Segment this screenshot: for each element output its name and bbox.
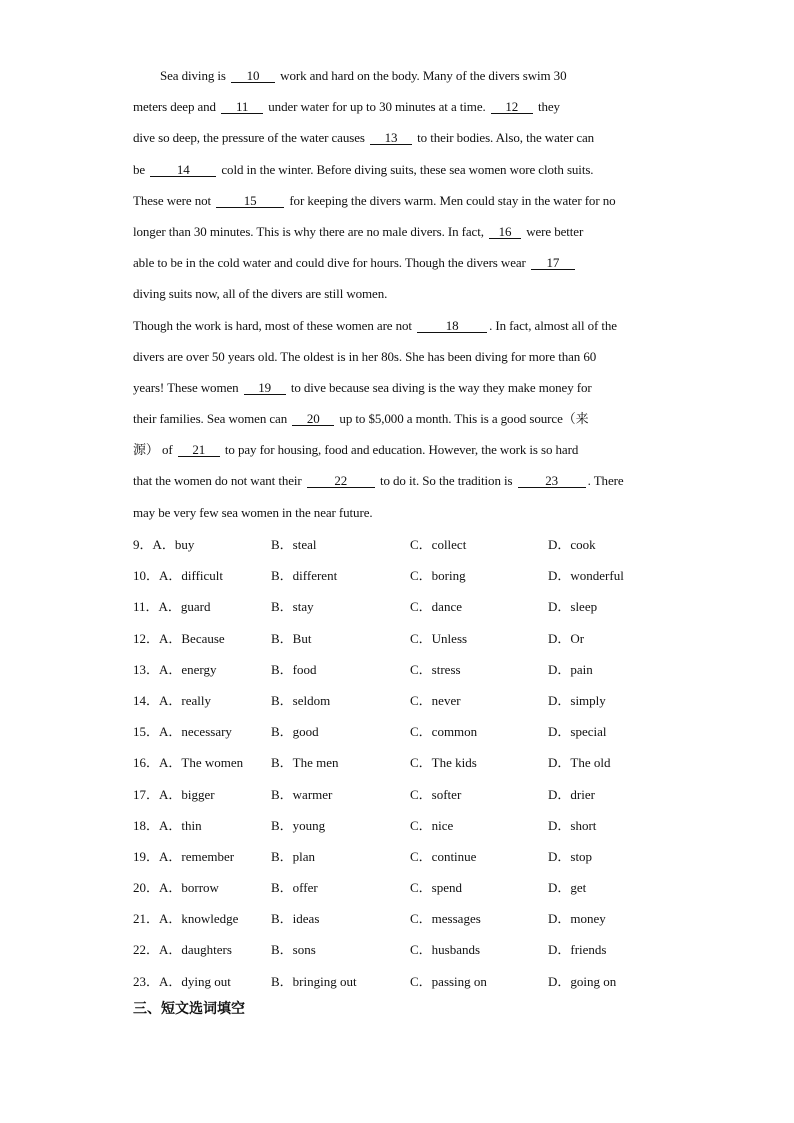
question-10: [133, 560, 663, 591]
passage-text: to their bodies. Also, the water can: [414, 130, 595, 146]
option-b[interactable]: B．But: [271, 630, 312, 646]
question-11: [133, 591, 663, 622]
option-a[interactable]: 22．A．daughters: [133, 942, 232, 958]
option-a[interactable]: 11．A．guard: [133, 599, 211, 615]
passage-line: [133, 91, 663, 122]
option-c[interactable]: C．common: [410, 724, 478, 740]
option-b[interactable]: B．young: [271, 817, 326, 833]
passage-text: to pay for housing, food and education. However, the work is so hard: [221, 442, 579, 458]
passage-text: work and hard on the body. Many of the divers swim 30: [277, 68, 567, 83]
option-a[interactable]: 20．A．borrow: [133, 880, 219, 896]
blank-18[interactable]: 18: [417, 319, 487, 333]
passage-text: be: [133, 161, 149, 177]
passage-text: they: [534, 99, 560, 115]
question-19: [133, 841, 663, 872]
passage-text: cold in the winter. Before diving suits, these sea women wore cloth suits.: [218, 161, 594, 177]
option-b[interactable]: B．seldom: [271, 692, 331, 708]
option-b[interactable]: B．good: [271, 724, 319, 740]
option-c[interactable]: C．The kids: [410, 755, 477, 771]
passage-text: dive so deep, the pressure of the water causes: [133, 130, 368, 146]
passage-line: [133, 310, 663, 341]
option-a[interactable]: 18．A．thin: [133, 817, 202, 833]
passage-text: These were not: [133, 192, 215, 208]
blank-10[interactable]: 10: [231, 69, 275, 83]
option-c[interactable]: C．stress: [410, 661, 461, 677]
blank-19[interactable]: 19: [244, 381, 286, 395]
passage-text: Though the work is hard, most of these women are not: [133, 317, 416, 333]
passage-text: up to $5,000 a month. This is a good source（来: [336, 411, 589, 427]
option-d[interactable]: D．drier: [548, 786, 595, 802]
option-a[interactable]: 16．A．The women: [133, 755, 244, 771]
passage-text: . There: [587, 473, 624, 489]
passage-text: able to be in the cold water and could dive for hours. Though the divers wear: [133, 255, 529, 271]
options-list: [133, 529, 663, 997]
question-23: [133, 966, 663, 997]
option-a[interactable]: 23．A．dying out: [133, 973, 231, 989]
blank-20[interactable]: 20: [292, 412, 334, 426]
option-d[interactable]: D．friends: [548, 942, 607, 958]
option-a[interactable]: 13．A．energy: [133, 661, 217, 677]
passage-text: for keeping the divers warm. Men could stay in the water for no: [286, 192, 616, 208]
passage-line: [133, 465, 663, 496]
passage-text: their families. Sea women can: [133, 411, 291, 427]
question-15: [133, 716, 663, 747]
option-d[interactable]: D．simply: [548, 692, 606, 708]
question-13: [133, 654, 663, 685]
passage-text: to dive because sea diving is the way they make money for: [287, 379, 592, 395]
blank-11[interactable]: 11: [221, 100, 263, 114]
question-17: [133, 779, 663, 810]
question-9: [133, 529, 663, 560]
option-b[interactable]: B．offer: [271, 880, 318, 896]
blank-23[interactable]: 23: [518, 474, 586, 488]
blank-13[interactable]: 13: [370, 131, 412, 145]
option-b[interactable]: B．steal: [271, 537, 317, 552]
passage-text: meters deep and: [133, 99, 220, 115]
option-d[interactable]: D．get: [548, 880, 587, 896]
option-b[interactable]: B．The men: [271, 755, 339, 771]
option-b[interactable]: B．stay: [271, 599, 314, 615]
blank-15[interactable]: 15: [216, 194, 284, 208]
option-b[interactable]: B．bringing out: [271, 973, 357, 989]
passage-text: were better: [523, 223, 584, 239]
option-a[interactable]: 9．A．buy: [133, 537, 195, 552]
option-a[interactable]: 21．A．knowledge: [133, 911, 239, 927]
option-d[interactable]: D．pain: [548, 661, 593, 677]
passage-line: [133, 122, 663, 153]
passage-text: longer than 30 minutes. This is why there are no male divers. In fact,: [133, 223, 488, 239]
passage-text: under water for up to 30 minutes at a time.: [265, 99, 489, 115]
question-18: [133, 810, 663, 841]
option-d[interactable]: D．going on: [548, 973, 617, 989]
option-c[interactable]: C．messages: [410, 911, 481, 927]
blank-17[interactable]: 17: [531, 256, 575, 270]
passage-text: diving suits now, all of the divers are still women.: [133, 286, 388, 302]
option-d[interactable]: D．The old: [548, 755, 611, 771]
passage-line: [133, 372, 663, 403]
option-c[interactable]: C．dance: [410, 599, 462, 615]
question-22: [133, 934, 663, 965]
option-c[interactable]: C．spend: [410, 880, 463, 896]
option-d[interactable]: D．special: [548, 724, 607, 740]
option-d[interactable]: D．stop: [548, 848, 593, 864]
passage-line: [133, 278, 663, 309]
passage-line: [133, 154, 663, 185]
passage-line: [133, 60, 663, 91]
passage-text: to do it. So the tradition is: [376, 473, 516, 489]
option-d[interactable]: D．short: [548, 817, 597, 833]
passage-line: [133, 185, 663, 216]
passage-text: may be very few sea women in the near future.: [133, 504, 373, 520]
option-c[interactable]: C．boring: [410, 568, 466, 584]
option-b[interactable]: B．food: [271, 661, 317, 677]
option-a[interactable]: 10．A．difficult: [133, 568, 224, 584]
passage-text: Sea diving is: [160, 68, 230, 83]
option-d[interactable]: D．Or: [548, 630, 585, 646]
option-b[interactable]: B．sons: [271, 942, 316, 958]
question-14: [133, 685, 663, 716]
blank-14[interactable]: 14: [150, 163, 216, 177]
option-a[interactable]: 17．A．bigger: [133, 786, 215, 802]
option-a[interactable]: 12．A．Because: [133, 630, 225, 646]
passage-text: that the women do not want their: [133, 473, 305, 489]
section-title: 三、短文选词填空: [133, 1001, 245, 1017]
passage-text: 源） of: [133, 442, 176, 458]
option-d[interactable]: D．money: [548, 911, 606, 927]
question-21: [133, 903, 663, 934]
option-c[interactable]: C．continue: [410, 848, 477, 864]
option-c[interactable]: C．never: [410, 692, 461, 708]
option-c[interactable]: C．collect: [410, 537, 467, 552]
question-20: [133, 872, 663, 903]
option-d[interactable]: D．sleep: [548, 599, 598, 615]
option-b[interactable]: B．different: [271, 568, 338, 584]
option-c[interactable]: C．passing on: [410, 973, 487, 989]
option-d[interactable]: D．wonderful: [548, 568, 624, 584]
option-b[interactable]: B．plan: [271, 848, 316, 864]
question-16: [133, 747, 663, 778]
passage-line: [133, 497, 663, 528]
passage-line: [133, 216, 663, 247]
blank-16[interactable]: 16: [489, 225, 521, 239]
option-c[interactable]: C．nice: [410, 817, 454, 833]
option-a[interactable]: 14．A．really: [133, 692, 211, 708]
option-c[interactable]: C．Unless: [410, 630, 468, 646]
passage-line: [133, 247, 663, 278]
passage-text: divers are over 50 years old. The oldest is in her 80s. She has been diving for more than 60: [133, 348, 597, 364]
option-b[interactable]: B．ideas: [271, 911, 320, 927]
passage-line: [133, 341, 663, 372]
blank-21[interactable]: 21: [178, 443, 220, 457]
option-d[interactable]: D．cook: [548, 537, 596, 552]
blank-22[interactable]: 22: [307, 474, 375, 488]
option-a[interactable]: 19．A．remember: [133, 848, 235, 864]
option-b[interactable]: B．warmer: [271, 786, 333, 802]
passage-line: [133, 403, 663, 434]
passage-text: . In fact, almost all of the: [489, 317, 617, 333]
passage-text: years! These women: [133, 379, 242, 395]
option-c[interactable]: C．softer: [410, 786, 462, 802]
passage-line: [133, 434, 663, 465]
passage: [133, 60, 663, 528]
option-a[interactable]: 15．A．necessary: [133, 724, 232, 740]
blank-12[interactable]: 12: [491, 100, 533, 114]
option-c[interactable]: C．husbands: [410, 942, 481, 958]
question-12: [133, 623, 663, 654]
